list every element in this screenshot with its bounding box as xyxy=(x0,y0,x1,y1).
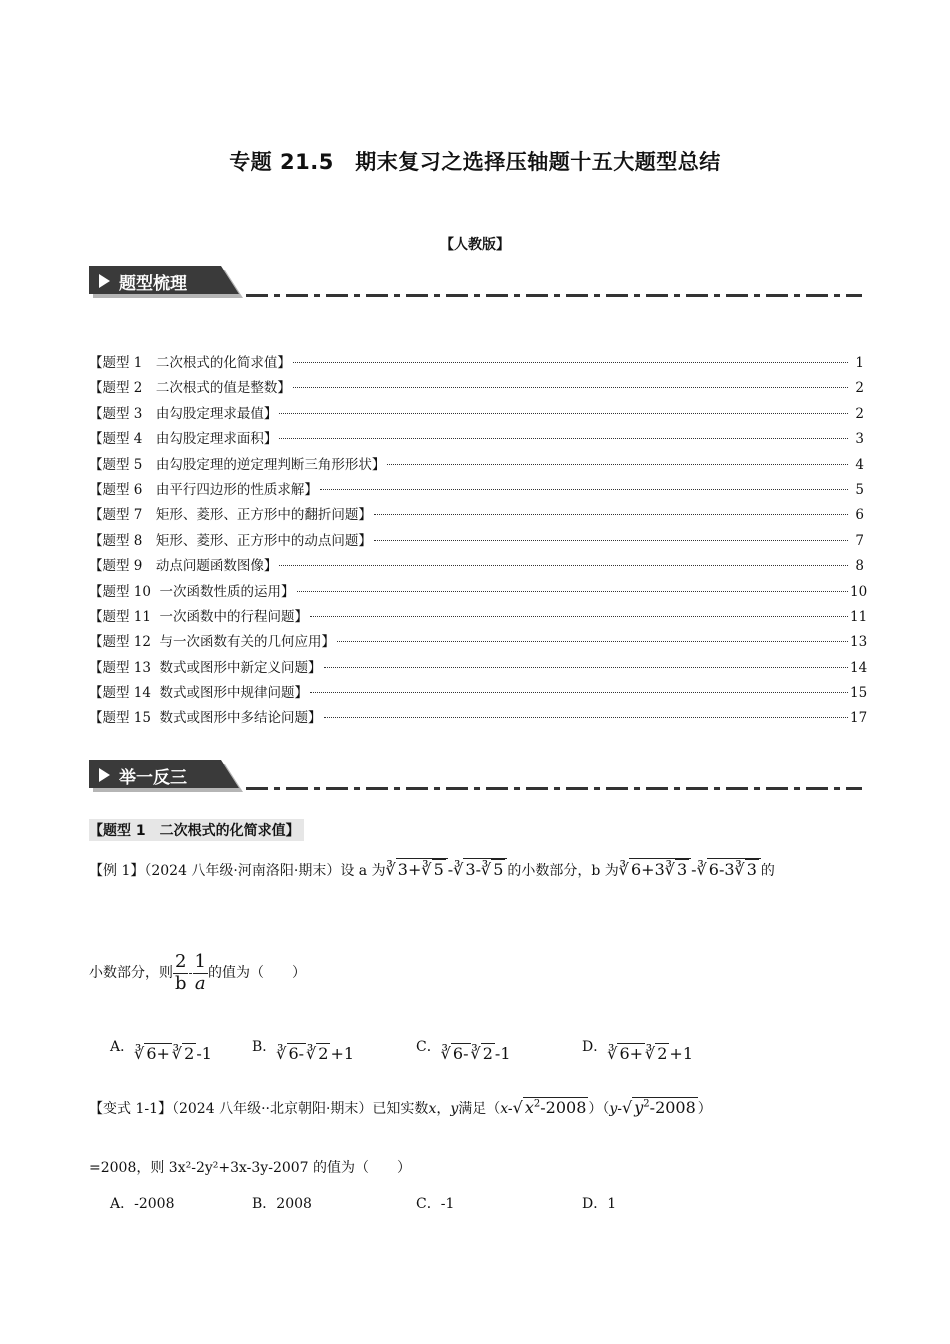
toc-entry-label: 【题型 11 一次函数中的行程问题】 xyxy=(89,608,309,625)
toc-entry-label: 【题型 14 数式或图形中规律问题】 xyxy=(89,685,309,702)
section-heading: 【题型 1 二次根式的化简求值】 xyxy=(89,819,304,841)
toc-entry[interactable] xyxy=(89,503,864,528)
toc-leader xyxy=(293,387,848,388)
toc-entry-label: 【题型 9 动点问题函数图像】 xyxy=(89,558,278,575)
toc-entry-label: 【题型 3 由勾股定理求最值】 xyxy=(89,405,278,422)
toc-entry-label: 【题型 10 一次函数性质的运用】 xyxy=(89,583,295,600)
toc-page-number: 4 xyxy=(855,456,864,473)
toc-entry-label: 【题型 6 由平行四边形的性质求解】 xyxy=(89,481,318,498)
option-d: D．1 xyxy=(582,1196,617,1212)
radical-x: √ $x^2-2008$ xyxy=(512,1098,587,1117)
toc-entry-label: 【题型 12 与一次函数有关的几何应用】 xyxy=(89,634,336,651)
example-1-prefix: 【例 1】（2024 八年级·河南洛阳·期末）设 a 为 xyxy=(89,863,386,879)
toc-entry[interactable] xyxy=(89,402,864,427)
toc-entry-label: 【题型 5 由勾股定理的逆定理判断三角形形状】 xyxy=(89,456,386,473)
page-title: 专题 21.5 期末复习之选择压轴题十五大题型总结 xyxy=(229,150,721,174)
toc-leader xyxy=(320,489,848,490)
toc-page-number: 13 xyxy=(850,634,868,651)
example-1-line1 xyxy=(89,858,775,880)
example-1-mid: 的小数部分，b 为 xyxy=(507,863,619,879)
banner-practice xyxy=(89,760,244,790)
toc-page-number: 5 xyxy=(855,481,864,498)
variant-1-1-line1: 【变式 1-1】（2024 八年级··北京朝阳·期末）已知实数x，y满足（x-√ $x^2-2008$ ）（y-√ $y^2-2008$ ） xyxy=(89,1098,712,1117)
toc-leader xyxy=(337,641,848,642)
toc-entry[interactable] xyxy=(89,478,864,503)
toc-page-number: 3 xyxy=(855,431,864,448)
toc-page-number: 14 xyxy=(850,659,868,676)
variant-1-1-line2: =2008，则 3x²-2y²+3x-3y-2007 的值为（ ） xyxy=(89,1160,412,1176)
toc-entry[interactable] xyxy=(89,706,868,731)
divider-dashed xyxy=(246,787,862,790)
toc-entry-label: 【题型 13 数式或图形中新定义问题】 xyxy=(89,659,322,676)
toc-entry[interactable] xyxy=(89,529,864,554)
option-a: A．-2008 xyxy=(110,1196,175,1212)
option-b: B．∛ 6- ∛ 2 +1 xyxy=(252,1039,355,1063)
example-1-suffix: 的 xyxy=(760,863,775,879)
toc-leader xyxy=(279,413,848,414)
fraction-2-over-b: $\frac{2}{b}$ xyxy=(174,951,187,994)
toc-entry[interactable] xyxy=(89,376,864,401)
toc-entry-label: 【题型 4 由勾股定理求面积】 xyxy=(89,431,278,448)
banner-toc xyxy=(89,266,244,296)
toc-page-number: 17 xyxy=(850,710,868,727)
toc-leader xyxy=(279,565,848,566)
toc-page-number: 6 xyxy=(855,507,864,524)
option-b: B．2008 xyxy=(252,1196,312,1212)
toc-entry-label: 【题型 2 二次根式的值是整数】 xyxy=(89,380,291,397)
table-of-contents xyxy=(89,351,868,732)
play-icon xyxy=(99,768,110,782)
toc-leader xyxy=(310,692,848,693)
option-d: D．∛ 6+ ∛ 2 +1 xyxy=(582,1039,694,1063)
toc-entry-label: 【题型 1 二次根式的化简求值】 xyxy=(89,355,291,371)
option-c: C．∛ 6- ∛ 2 -1 xyxy=(416,1039,511,1063)
toc-entry-label: 【题型 15 数式或图形中多结论问题】 xyxy=(89,710,322,727)
toc-entry[interactable] xyxy=(89,453,864,478)
option-a: A．∛ 6+ ∛ 2 -1 xyxy=(110,1039,212,1063)
toc-entry-label: 【题型 7 矩形、菱形、正方形中的翻折问题】 xyxy=(89,507,372,524)
toc-leader xyxy=(324,667,848,668)
toc-entry[interactable] xyxy=(89,630,868,655)
toc-page-number: 2 xyxy=(855,405,864,422)
toc-entry[interactable] xyxy=(89,554,864,579)
toc-page-number: 1 xyxy=(855,355,864,371)
toc-page-number: 10 xyxy=(850,583,868,600)
expr-a: ∛ 3+∛ 5 -∛ 3-∛ 5 xyxy=(386,860,508,879)
fraction-1-over-a: $\frac{1}{a}$ xyxy=(194,951,206,994)
toc-entry[interactable] xyxy=(89,681,868,706)
toc-page-number: 2 xyxy=(855,380,864,397)
toc-entry[interactable] xyxy=(89,580,868,605)
radical-y: √ $y^2-2008$ xyxy=(622,1098,696,1117)
toc-entry-label: 【题型 8 矩形、菱形、正方形中的动点问题】 xyxy=(89,532,372,549)
toc-entry[interactable] xyxy=(89,605,868,630)
toc-leader xyxy=(293,362,848,363)
toc-leader xyxy=(310,616,848,617)
banner-practice-label: 举一反三 xyxy=(119,768,187,788)
toc-leader xyxy=(374,514,848,515)
toc-page-number: 8 xyxy=(855,558,864,575)
toc-leader xyxy=(387,464,848,465)
play-icon xyxy=(99,274,110,288)
toc-page-number: 15 xyxy=(850,685,868,702)
toc-leader xyxy=(324,717,848,718)
toc-page-number: 7 xyxy=(855,532,864,549)
banner-toc-label: 题型梳理 xyxy=(119,274,187,294)
option-c: C．-1 xyxy=(416,1196,455,1212)
toc-entry[interactable] xyxy=(89,656,868,681)
toc-entry[interactable] xyxy=(89,351,864,376)
toc-entry[interactable] xyxy=(89,427,864,452)
toc-leader xyxy=(279,438,848,439)
divider-dashed xyxy=(246,294,862,297)
expr-b: ∛ 6+3∛ 3 -∛ 6-3∛ 3 xyxy=(619,860,761,879)
toc-leader xyxy=(297,591,848,592)
edition-label: 【人教版】 xyxy=(440,237,510,253)
toc-leader xyxy=(374,540,848,541)
example-1-line2: 小数部分，则 $\frac{2}{b}$ - $\frac{1}{a}$ 的值为（ ） xyxy=(89,951,306,994)
toc-page-number: 11 xyxy=(850,608,868,625)
